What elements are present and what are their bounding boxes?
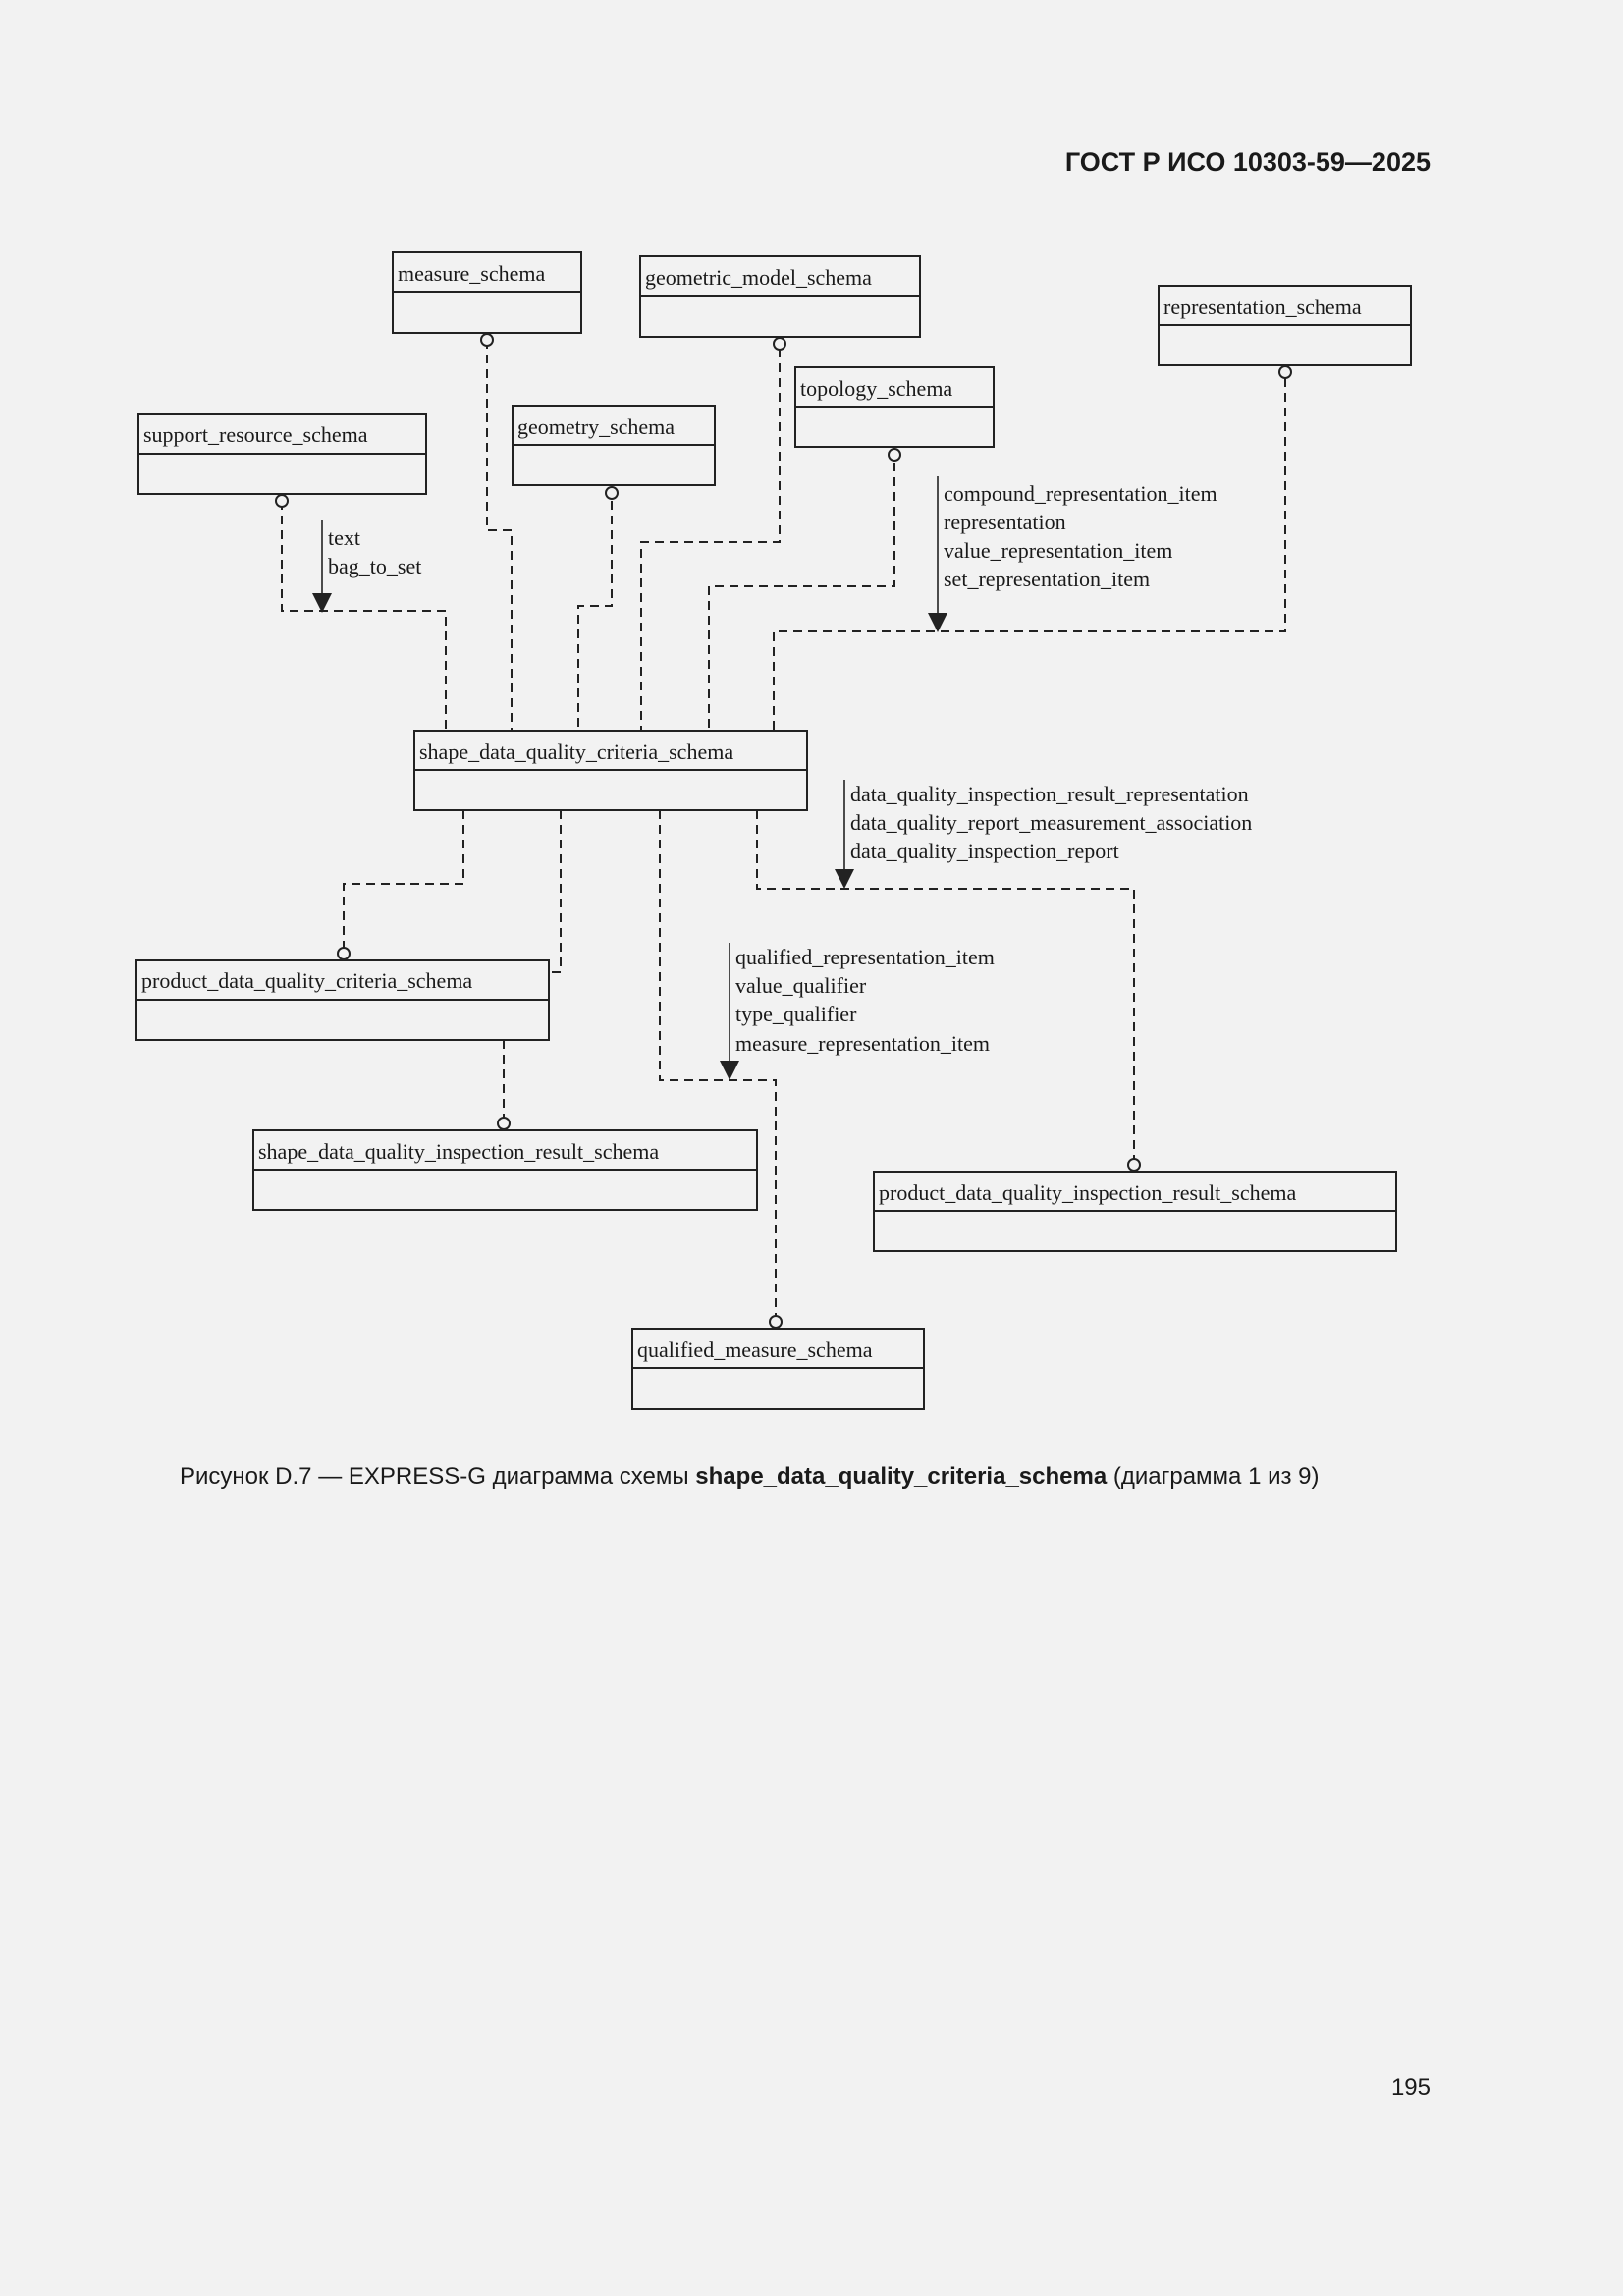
label-value-qualifier: value_qualifier [735,973,867,998]
figure-caption [180,1463,1456,1491]
label-representation: representation [944,510,1066,534]
connector-circle [774,338,785,350]
connector-circle [338,948,350,959]
schema-name: geometry_schema [517,414,676,439]
label-report-measurement-association: data_quality_report_measurement_association [850,810,1253,835]
schema-box-measure [393,252,581,333]
schema-name: topology_schema [800,376,953,401]
schema-box-product-data-quality-inspection-result [874,1172,1396,1251]
schema-box-geometry [513,406,715,485]
schema-box-qualified-measure [632,1329,924,1409]
schema-name: qualified_measure_schema [637,1338,873,1362]
reference-lines-out [344,810,1134,1322]
label-inspection-report: data_quality_inspection_report [850,839,1119,863]
label-qualified-representation-item: qualified_representation_item [735,945,995,969]
connector-circle [606,487,618,499]
connector-circle [889,449,900,461]
label-bag-to-set: bag_to_set [328,554,422,578]
arrow-down-icon [312,593,332,613]
schema-name: support_resource_schema [143,422,368,447]
label-value-representation-item: value_representation_item [944,538,1173,563]
label-measure-representation-item: measure_representation_item [735,1031,991,1056]
schema-box-support-resource [138,414,426,494]
caption-prefix: Рисунок D.7 — EXPRESS-G диаграмма схемы [180,1463,696,1490]
connector-circle [276,495,288,507]
connector-circle [498,1118,510,1129]
connector-circle [1279,366,1291,378]
arrow-down-icon [720,1061,739,1080]
label-text: text [328,525,360,550]
schema-name: shape_data_quality_inspection_result_schema [258,1139,660,1164]
schema-box-product-data-quality-criteria [136,960,549,1040]
caption-suffix: (диаграмма 1 из 9) [1107,1463,1320,1490]
label-type-qualifier: type_qualifier [735,1002,857,1026]
connector-circle [481,334,493,346]
label-set-representation-item: set_representation_item [944,567,1151,591]
connector-circle [1128,1159,1140,1171]
schema-name: product_data_quality_inspection_result_schema [879,1180,1297,1205]
label-group-qualified [735,945,995,1056]
schema-name: product_data_quality_criteria_schema [141,968,473,993]
schema-name: shape_data_quality_criteria_schema [419,739,734,764]
schema-box-shape-data-quality-inspection-result [253,1130,757,1210]
label-inspection-result-representation: data_quality_inspection_result_representation [850,782,1249,806]
page-number: 195 [1390,2074,1431,2101]
label-group-inspection [850,782,1252,863]
schema-box-topology [795,367,994,447]
arrow-down-icon [835,869,854,889]
label-compound-representation-item: compound_representation_item [944,481,1217,506]
reference-lines-in [282,340,1285,731]
arrow-down-icon [928,613,947,632]
schema-box-geometric-model [640,256,920,337]
label-group-representation [944,481,1217,591]
schema-name: geometric_model_schema [645,265,872,290]
page-header: ГОСТ Р ИСО 10303-59—2025 [1064,147,1431,177]
label-group-support [328,525,421,578]
connector-circle [770,1316,782,1328]
schema-box-shape-data-quality-criteria [414,731,807,810]
schema-name: measure_schema [398,261,546,286]
schema-box-representation [1159,286,1411,365]
schema-name: representation_schema [1163,295,1362,319]
caption-schema-name: shape_data_quality_criteria_schema [695,1463,1108,1490]
